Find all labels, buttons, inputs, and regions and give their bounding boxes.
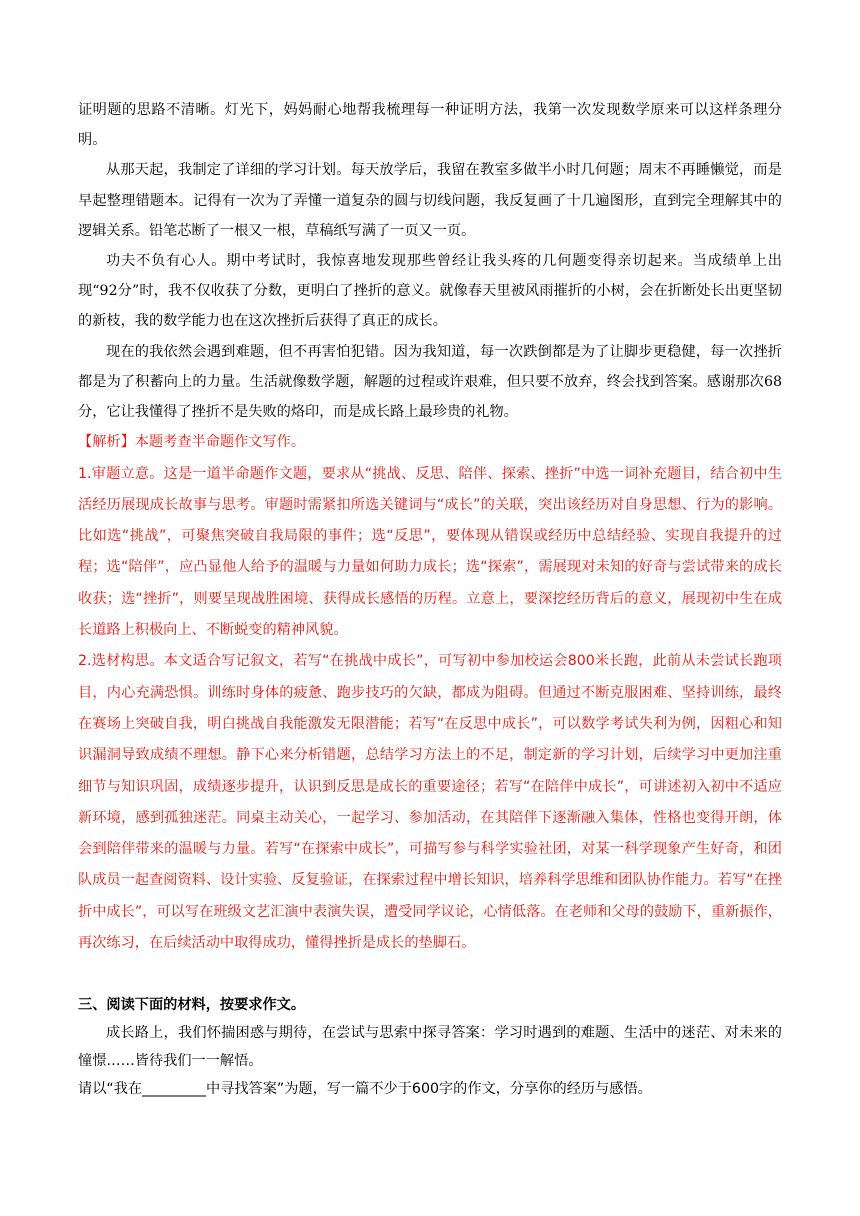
section-prompt: 请以“我在_________中寻找答案”为题，写一篇不少于600字的作文，分享你的经历与感悟。 (78, 1081, 652, 1098)
section-material: 成长路上，我们怀揣困惑与期待，在尝试与思索中探寻答案：学习时遇到的难题、生活中的迷茫、对未来的憧憬……皆待我们一一解悟。 (78, 1025, 782, 1070)
essay-body (78, 95, 782, 427)
analysis-label: 【解析】 (78, 434, 135, 451)
analysis-block (78, 427, 782, 959)
analysis-intro (78, 427, 782, 458)
essay-paragraph: 从那天起，我制定了详细的学习计划。每天放学后，我留在教室多做半小时几何题；周末不再睡懒觉，而是早起整理错题本。记得有一次为了弄懂一道复杂的圆与切线问题，我反复画了十几遍图形，直到完全理解其中的逻辑关系。铅笔芯断了一根又一根，草稿纸写满了一页又一页。 (78, 162, 782, 239)
essay-paragraph: 现在的我依然会遇到难题，但不再害怕犯错。因为我知道，每一次跌倒都是为了让脚步更稳健，每一次挫折都是为了积蓄向上的力量。生活就像数学题，解题的过程或许艰难，但只要不放弃，终会找到答案。感谢那次68分，它让我懂得了挫折不是失败的烙印，而是成长路上最珍贵的礼物。 (78, 343, 782, 421)
analysis-point: 1.审题立意。这是一道半命题作文题，要求从“挑战、反思、陪伴、探索、挫折”中选一词补充题目，结合初中生活经历展现成长故事与思考。审题时需紧扣所选关键词与“成长”的关联，突出该经历对自身思想、行为的影响。比如选“挑战”，可聚焦突破自我局限的事件；选“反思”，要体现从错误或经历中总结经验、实现自我提升的过程；选“陪伴”，应凸显他人给予的温暖与力量如何助力成长；选“探索”，需展现对未知的好奇与尝试带来的成长收获；选“挫折”，则要呈现战胜困境、获得成长感悟的历程。立意上，要深挖经历背后的意义，展现初中生在成长道路上积极向上、不断蜕变的精神风貌。 (78, 465, 782, 639)
analysis-intro-text: 本题考查半命题作文写作。 (134, 434, 306, 451)
analysis-point: 2.选材构思。本文适合写记叙文，若写“在挑战中成长”，可写初中参加校运会800米长跑，此前从未尝试长跑项目，内心充满恐惧。训练时身体的疲惫、跑步技巧的欠缺，都成为阻碍。但通过不断克服困难、坚持训练，最终在赛场上突破自我，明白挑战自我能激发无限潜能；若写“在反思中成长”，可以数学考试失利为例，因粗心和知识漏洞导致成绩不理想。静下心来分析错题，总结学习方法上的不足，制定新的学习计划，后续学习中更加注重细节与知识巩固，成绩逐步提升，认识到反思是成长的重要途径；若写“在陪伴中成长”，可讲述初入初中不适应新环境，感到孤独迷茫。同桌主动关心，一起学习、参加活动，在其陪伴下逐渐融入集体，性格也变得开朗，体会到陪伴带来的温暖与力量。若写“在探索中成长”，可描写参与科学实验社团，对某一科学现象产生好奇，和团队成员一起查阅资料、设计实验、反复验证，在探索过程中增长知识，培养科学思维和团队协作能力。若写“在挫折中成长”，可以写在班级文艺汇演中表演失误，遭受同学议论，心情低落。在老师和父母的鼓励下，重新振作，再次练习，在后续活动中取得成功，懂得挫折是成长的垫脚石。 (78, 653, 782, 951)
section-three (78, 991, 782, 1103)
essay-paragraph: 证明题的思路不清晰。灯光下，妈妈耐心地帮我梳理每一种证明方法，我第一次发现数学原来可以这样条理分明。 (78, 102, 782, 149)
section-heading: 三、阅读下面的材料，按要求作文。 (78, 997, 306, 1014)
page-content (78, 95, 782, 1103)
essay-paragraph: 功夫不负有心人。期中考试时，我惊喜地发现那些曾经让我头疼的几何题变得亲切起来。当成绩单上出现“92分”时，我不仅收获了分数，更明白了挫折的意义。就像春天里被风雨摧折的小树，会在折断处长出更坚韧的新枝，我的数学能力也在这次挫折后获得了真正的成长。 (78, 253, 782, 330)
